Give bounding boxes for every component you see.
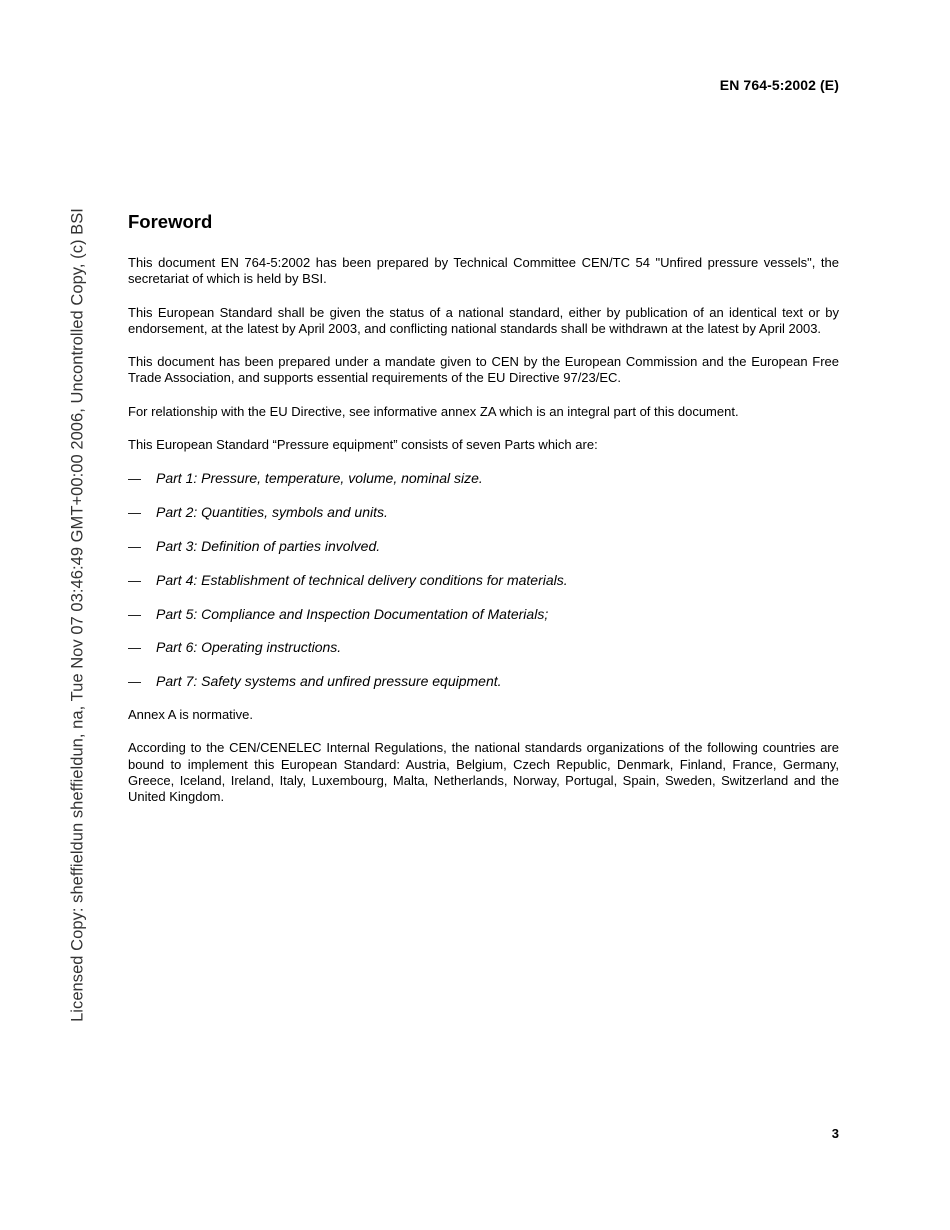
part-label: Part 1: Pressure, temperature, volume, nominal size. xyxy=(156,470,483,487)
list-item xyxy=(128,538,839,572)
list-item xyxy=(128,673,839,707)
paragraph-parts-intro: This European Standard “Pressure equipment” consists of seven Parts which are: xyxy=(128,437,598,453)
part-label: Part 2: Quantities, symbols and units. xyxy=(156,504,388,521)
part-label: Part 4: Establishment of technical delivery conditions for materials. xyxy=(156,571,568,588)
closing-paragraphs xyxy=(128,707,839,805)
paragraph-annex: Annex A is normative. xyxy=(128,706,254,722)
list-item xyxy=(128,606,839,640)
dash-marker: — xyxy=(128,606,141,622)
part-label: Part 3: Definition of parties involved. xyxy=(156,537,381,554)
dash-marker: — xyxy=(128,674,141,690)
list-item xyxy=(128,572,839,606)
document-code: EN 764-5:2002 (E) xyxy=(719,77,839,93)
paragraph-regulations: According to the CEN/CENELEC Internal Regulations, the national standards organizations of the following countries are bound to implement this European Standard: Austria, Belgium, Czech Republic, Denmark, Finland, France, Germany, Greece, Iceland, Ireland, Italy, Luxembourg, Malta, Netherlands, Norway, Portugal, Spain, Sweden, Switzerland and the United Kingdom. xyxy=(128,740,839,805)
parts-list xyxy=(128,470,839,707)
paragraph-directive-relationship: For relationship with the EU Directive, see informative annex ZA which is an integral part of this document. xyxy=(128,403,739,419)
paragraph-status: This European Standard shall be given the status of a national standard, either by publication of an identical text or by endorsement, at the latest by April 2003, and conflicting national standards shall be withdrawn at the latest by April 2003. xyxy=(128,304,839,336)
list-item xyxy=(128,639,839,673)
dash-marker: — xyxy=(128,505,141,521)
dash-marker: — xyxy=(128,538,141,554)
part-label: Part 5: Compliance and Inspection Documentation of Materials; xyxy=(156,605,549,622)
license-watermark: Licensed Copy: sheffieldun sheffieldun, na, Tue Nov 07 03:46:49 GMT+00:00 2006, Uncontrolled Copy, (c) BSI xyxy=(68,208,87,1022)
page-number: 3 xyxy=(831,1126,839,1141)
section-title: Foreword xyxy=(128,211,213,232)
list-item xyxy=(128,470,839,504)
dash-marker: — xyxy=(128,471,141,487)
dash-marker: — xyxy=(128,572,141,588)
foreword-section xyxy=(128,210,839,822)
part-label: Part 7: Safety systems and unfired pressure equipment. xyxy=(156,673,502,690)
dash-marker: — xyxy=(128,640,141,656)
paragraph-preparation: This document EN 764-5:2002 has been prepared by Technical Committee CEN/TC 54 "Unfired pressure vessels", the secretariat of which is held by BSI. xyxy=(128,255,839,287)
paragraph-mandate: This document has been prepared under a mandate given to CEN by the European Commission and the European Free Trade Association, and supports essential requirements of the EU Directive 97/23/EC. xyxy=(128,354,839,386)
list-item xyxy=(128,504,839,538)
part-label: Part 6: Operating instructions. xyxy=(156,639,342,656)
